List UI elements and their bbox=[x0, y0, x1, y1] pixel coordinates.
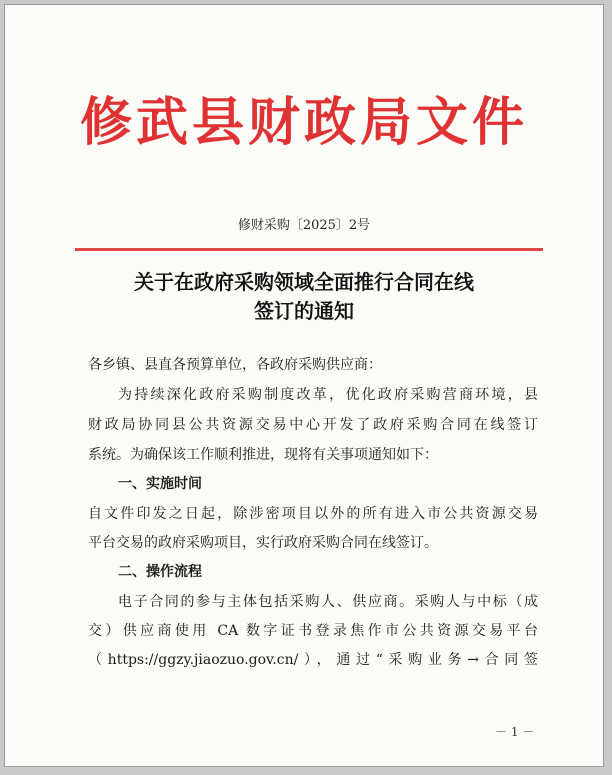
document-number: 修财采购〔2025〕2号 bbox=[237, 218, 371, 233]
page-number: － 1 － bbox=[495, 725, 535, 739]
section-2-heading: 二、操作流程 bbox=[118, 564, 202, 580]
section-1-line-1: 自文件印发之日起，除涉密项目以外的所有进入市公共资源交易 bbox=[88, 506, 538, 522]
section-2-line-3: （https://ggzy.jiaozuo.gov.cn/），通过“采购业务→合同签 bbox=[88, 652, 538, 668]
addressee-line: 各乡镇、县直各预算单位，各政府采购供应商： bbox=[88, 357, 382, 373]
document-page bbox=[4, 4, 604, 767]
intro-line-3: 系统。为确保该工作顺利推进，现将有关事项通知如下： bbox=[88, 447, 438, 463]
issuer-title: 修武县财政局文件 bbox=[79, 92, 528, 153]
notice-title-line-2: 签订的通知 bbox=[254, 299, 354, 323]
section-2-line-2: 交）供应商使用 CA 数字证书登录焦作市公共资源交易平台 bbox=[88, 623, 538, 639]
intro-line-1: 为持续深化政府采购制度改革，优化政府采购营商环境，县 bbox=[118, 387, 538, 403]
section-1-heading: 一、实施时间 bbox=[118, 476, 202, 492]
section-2-line-1: 电子合同的参与主体包括采购人、供应商。采购人与中标（成 bbox=[118, 594, 538, 610]
section-1-line-2: 平台交易的政府采购项目，实行政府采购合同在线签订。 bbox=[88, 535, 438, 551]
intro-line-2: 财政局协同县公共资源交易中心开发了政府采购合同在线签订 bbox=[88, 417, 538, 433]
notice-title-line-1: 关于在政府采购领域全面推行合同在线 bbox=[134, 270, 474, 294]
red-divider-line bbox=[75, 248, 543, 251]
